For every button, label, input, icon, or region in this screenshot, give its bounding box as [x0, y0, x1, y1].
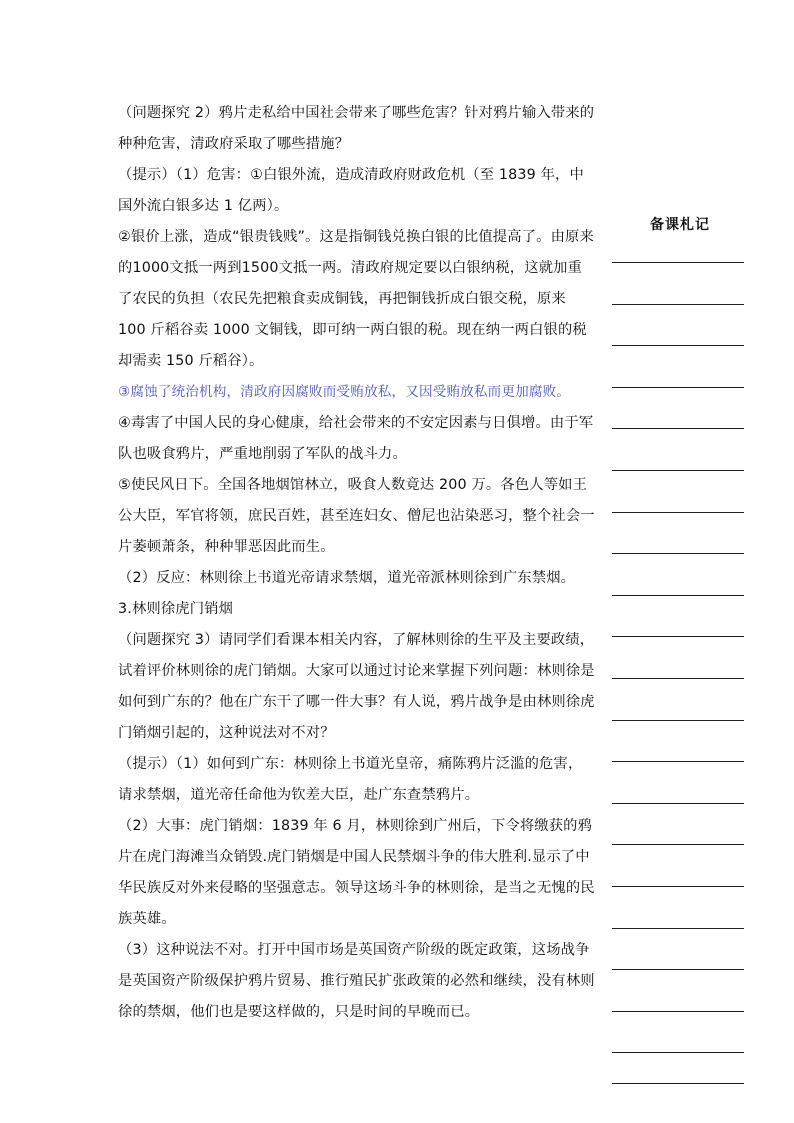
paragraph-hint-guangdong: （提示）（1）如何到广东：林则徐上书道光皇帝，痛陈鸦片泛滥的危害，请求禁烟，道光帝任命他为钦差大臣，赴广东查禁鸦片。	[118, 756, 583, 803]
note-line	[612, 387, 744, 388]
note-line	[612, 512, 744, 513]
note-line	[612, 636, 744, 637]
main-text	[118, 98, 596, 1028]
sidebar-title: 备课札记	[650, 217, 710, 233]
note-line	[612, 886, 744, 887]
paragraph-harm-4: ④毒害了中国人民的身心健康，给社会带来的不安定因素与日俱增。由于军队也吸食鸦片，严重地削弱了军队的战斗力。	[118, 415, 594, 462]
section-heading-humen: 3.林则徐虎门销烟	[118, 601, 234, 617]
note-line	[612, 304, 744, 305]
note-line	[612, 1011, 744, 1012]
note-line	[612, 553, 744, 554]
note-line	[612, 969, 744, 970]
paragraph-conclusion: （3）这种说法不对。打开中国市场是英国资产阶级的既定政策，这场战争是英国资产阶级保护鸦片贸易、推行殖民扩张政策的必然和继续，没有林则徐的禁烟，他们也是要这样做的，只是时间的早晚而已。	[118, 942, 595, 1020]
note-line	[612, 345, 744, 346]
note-line	[612, 928, 744, 929]
note-line	[612, 1083, 744, 1084]
note-line	[612, 678, 744, 679]
note-line	[612, 844, 744, 845]
note-line	[612, 803, 744, 804]
paragraph-major-event: （2）大事：虎门销烟：1839 年 6 月，林则徐到广州后，下令将缴获的鸦片在虎门海滩当众销毁.虎门销烟是中国人民禁烟斗争的伟大胜利.显示了中华民族反对外来侵略的坚强意志。领导这场斗争的林则徐，是当之无愧的民族英雄。	[118, 818, 595, 927]
paragraph-harm-3: ③腐蚀了统治机构，清政府因腐败而受贿放私，又因受贿放私而更加腐败。	[118, 384, 571, 400]
paragraph-question-2: （问题探究 2）鸦片走私给中国社会带来了哪些危害？针对鸦片输入带来的种种危害，清政府采取了哪些措施？	[118, 105, 595, 152]
note-line	[612, 595, 744, 596]
note-line	[612, 262, 744, 263]
note-line	[612, 761, 744, 762]
paragraph-harm-5: ⑤使民风日下。全国各地烟馆林立，吸食人数竟达 200 万。各色人等如王公大臣，军官将领，庶民百姓，甚至连妇女、僧尼也沾染恶习，整个社会一片萎顿萧条，种种罪恶因此而生。	[118, 477, 595, 555]
note-line	[612, 470, 744, 471]
note-line	[612, 1052, 744, 1053]
note-line	[612, 428, 744, 429]
note-line	[612, 720, 744, 721]
paragraph-reaction: （2）反应：林则徐上书道光帝请求禁烟，道光帝派林则徐到广东禁烟。	[118, 570, 576, 586]
paragraph-harm-2: ②银价上涨，造成“银贵钱贱”。这是指铜钱兑换白银的比值提高了。由原来的1000文抵一两到1500文抵一两。清政府规定要以白银纳税，这就加重了农民的负担（农民先把粮食卖成铜钱，再把铜钱折成白银交税，原来 100 斤稻谷卖 1000 文铜钱，即可纳一两白银的税。现在纳一两白银的税却需卖 150 斤稻谷）。	[118, 229, 594, 369]
paragraph-question-3: （问题探究 3）请同学们看课本相关内容，了解林则徐的生平及主要政绩，试着评价林则徐的虎门销烟。大家可以通过讨论来掌握下列问题：林则徐是如何到广东的？他在广东干了哪一件大事？有人说，鸦片战争是由林则徐虎门销烟引起的，这种说法对不对？	[118, 632, 595, 741]
paragraph-hint-harm-1: （提示）（1）危害：①白银外流，造成清政府财政危机（至 1839 年，中国外流白银多达 1 亿两）。	[118, 167, 584, 214]
